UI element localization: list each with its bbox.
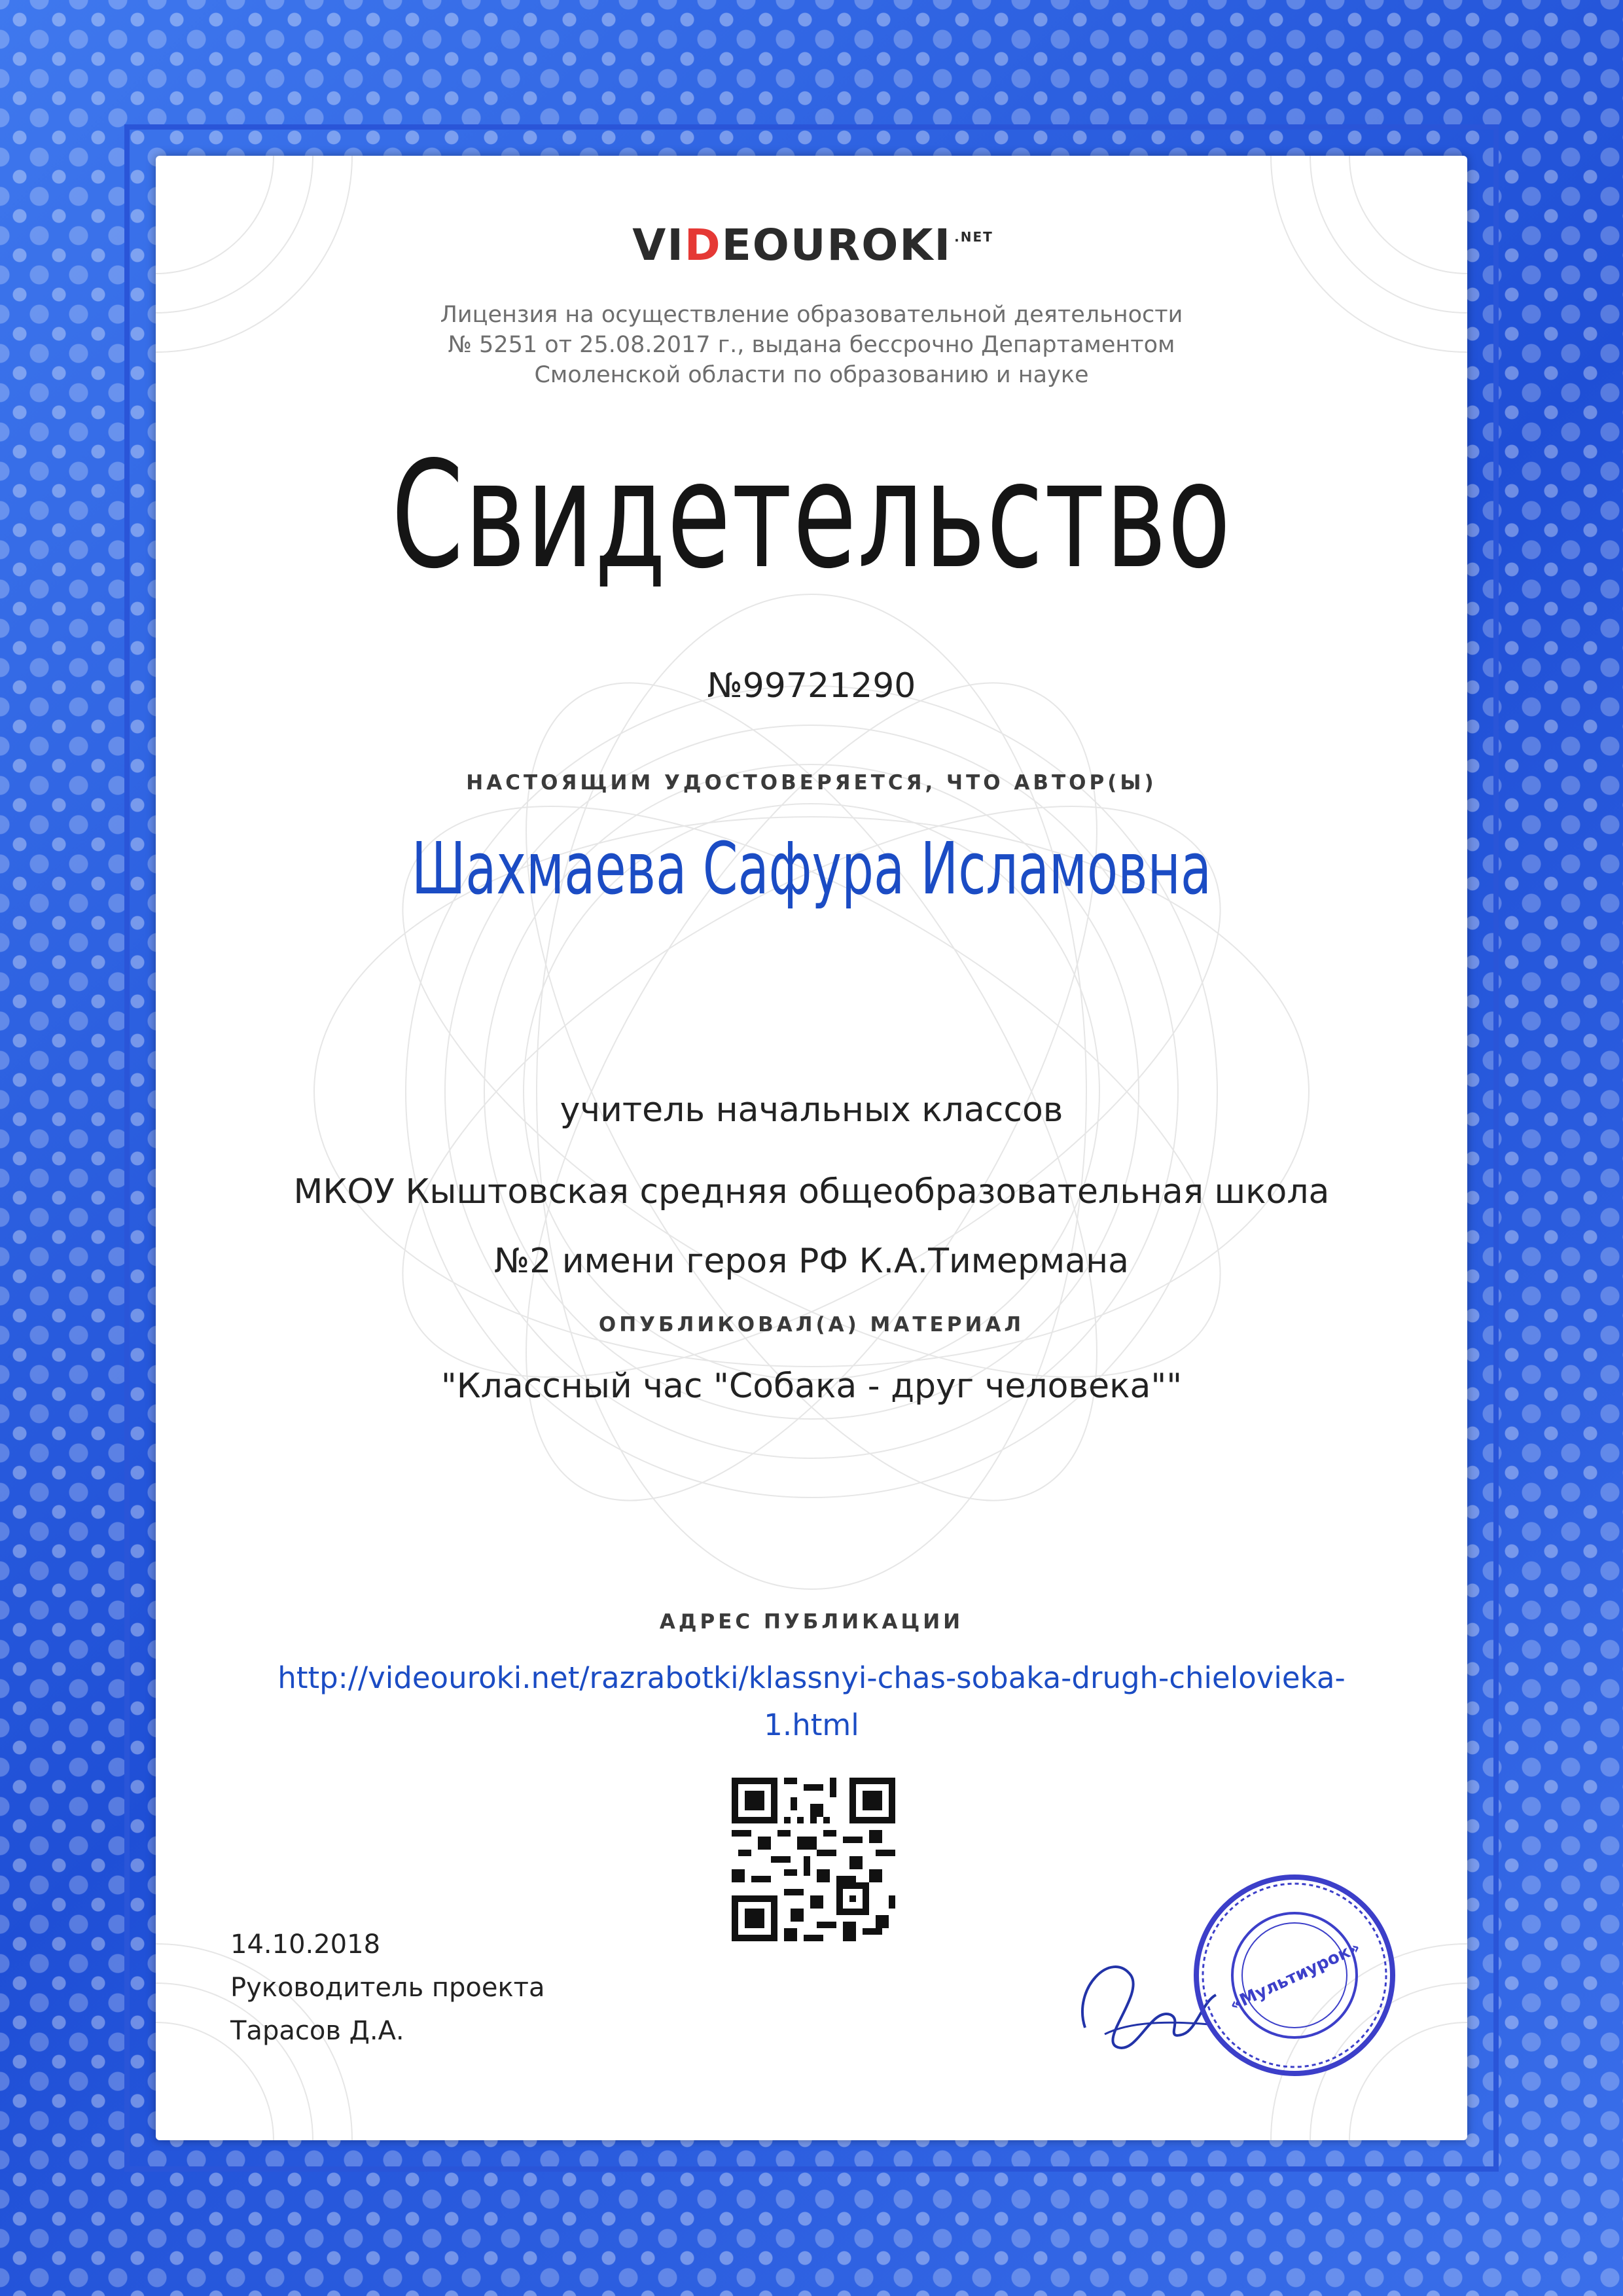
material-title: "Классный час "Собака - друг человека"" <box>440 1367 1183 1406</box>
logo-part-3: EOUROKI <box>721 220 952 270</box>
license-text <box>156 300 1467 390</box>
stamp-label: «Мультиурок» <box>1226 1937 1364 2016</box>
qr-code <box>732 1778 895 1941</box>
issue-date: 14.10.2018 <box>230 1929 381 1960</box>
company-stamp <box>1190 1871 1399 2080</box>
videouroki-logo <box>156 220 1467 270</box>
address-label: АДРЕС ПУБЛИКАЦИИ <box>659 1610 964 1634</box>
published-label: ОПУБЛИКОВАЛ(А) МАТЕРИАЛ <box>598 1313 1025 1336</box>
license-line-2: № 5251 от 25.08.2017 г., выдана бессрочно Департаментом <box>448 332 1175 358</box>
url-line-1[interactable]: http://videouroki.net/razrabotki/klassnyi-chas-sobaka-drugh-chielovieka- <box>277 1660 1346 1695</box>
logo-suffix: .NET <box>954 229 993 245</box>
manager-name: Тарасов Д.А. <box>230 2016 404 2046</box>
signatory-block <box>230 1923 545 2053</box>
certify-label: НАСТОЯЩИМ УДОСТОВЕРЯЕТСЯ, ЧТО АВТОР(Ы) <box>466 771 1157 795</box>
school-line-2: №2 имени героя РФ К.А.Тимермана <box>494 1242 1129 1281</box>
school-name <box>156 1157 1467 1296</box>
certificate-sheet <box>156 156 1467 2140</box>
certificate-number: №99721290 <box>707 666 916 706</box>
certificate-title: Свидетельство <box>391 430 1232 601</box>
author-name: Шахмаева Сафура Исламовна <box>411 827 1212 910</box>
school-line-1: МКОУ Кыштовская средняя общеобразовательная школа <box>293 1172 1330 1211</box>
manager-role: Руководитель проекта <box>230 1973 545 2003</box>
author-position: учитель начальных классов <box>560 1090 1063 1130</box>
license-line-3: Смоленской области по образованию и науке <box>534 362 1089 388</box>
logo-part-red: D <box>684 220 722 270</box>
url-line-2[interactable]: 1.html <box>764 1708 859 1742</box>
logo-part-1: VI <box>632 220 685 270</box>
license-line-1: Лицензия на осуществление образовательной деятельности <box>440 302 1183 328</box>
publication-url[interactable] <box>156 1655 1467 1749</box>
